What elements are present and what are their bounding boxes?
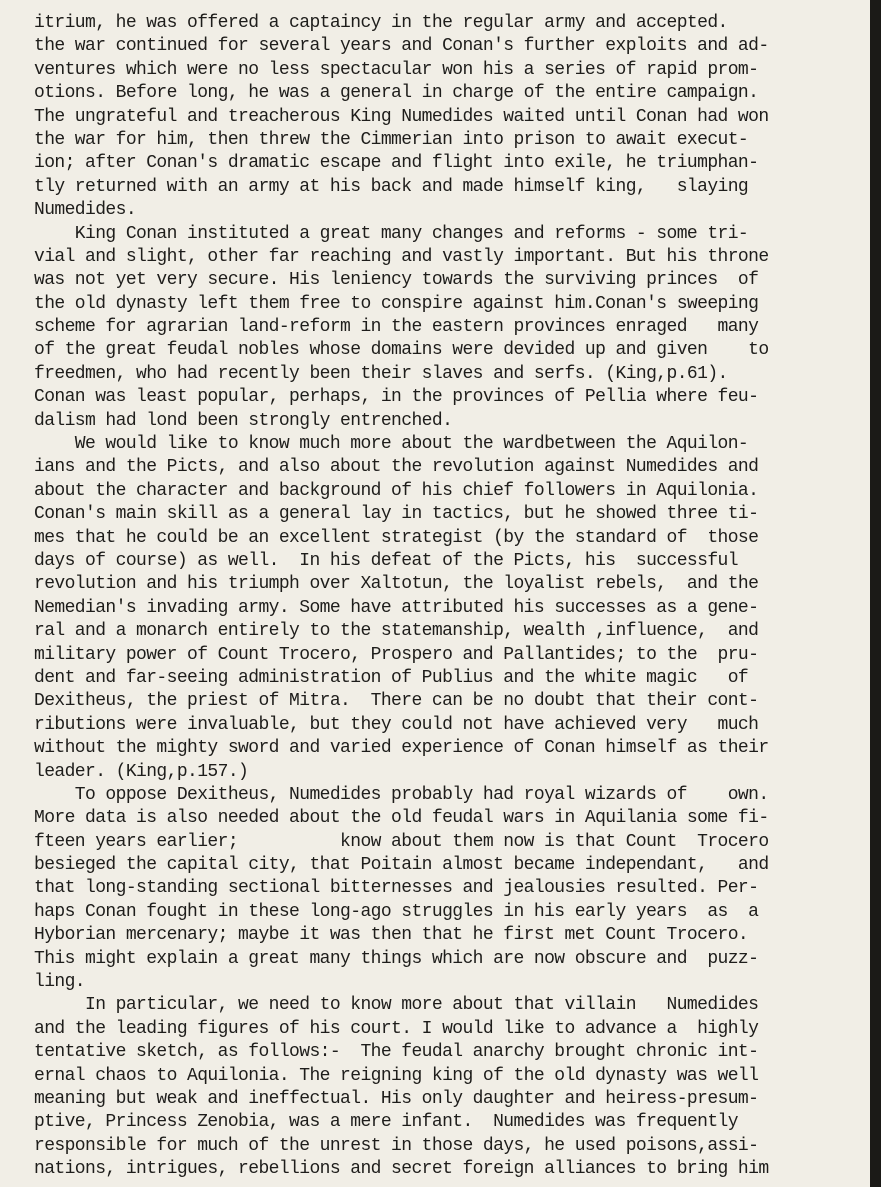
text-line: Numedides. [34,200,137,221]
text-line: King Conan instituted a great many changes and reforms - some tri- [34,223,749,244]
text-line: revolution and his triumph over Xaltotun, the loyalist rebels, and the [34,574,759,595]
text-line: We would like to know much more about the wardbetween the Aquilon- [34,434,749,455]
text-line: To oppose Dexitheus, Numedides probably had royal wizards of own. [34,784,769,805]
text-line: the war for him, then threw the Cimmerian into prison to await execut- [34,129,749,150]
text-line: In particular, we need to know more about that villain Numedides [34,995,759,1016]
text-line: dent and far-seeing administration of Publius and the white magic of [34,667,749,688]
text-line: ptive, Princess Zenobia, was a mere infant. Numedides was frequently [34,1112,738,1133]
text-line: Conan was least popular, perhaps, in the provinces of Pellia where feu- [34,387,759,408]
text-line: ral and a monarch entirely to the statemanship, wealth ,influence, and [34,621,759,642]
text-line: responsible for much of the unrest in those days, he used poisons,assi- [34,1135,759,1156]
text-line: the old dynasty left them free to conspire against him.Conan's sweeping [34,293,759,314]
scan-edge-shadow [870,0,881,1187]
text-line: ion; after Conan's dramatic escape and flight into exile, he triumphan- [34,153,759,174]
text-line: nations, intrigues, rebellions and secret foreign alliances to bring him [34,1159,769,1180]
text-line: dalism had lond been strongly entrenched. [34,410,453,431]
text-line: that long-standing sectional bitternesses and jealousies resulted. Per- [34,878,759,899]
text-line: ernal chaos to Aquilonia. The reigning king of the old dynasty was well [34,1065,759,1086]
text-line: Nemedian's invading army. Some have attributed his successes as a gene- [34,597,759,618]
text-line: besieged the capital city, that Poitain almost became independant, and [34,855,769,876]
text-line: and the leading figures of his court. I would like to advance a highly [34,1018,759,1039]
text-line: More data is also needed about the old feudal wars in Aquilania some fi- [34,808,769,829]
text-line: meaning but weak and ineffectual. His only daughter and heiress-presum- [34,1088,759,1109]
text-line: days of course) as well. In his defeat of the Picts, his successful [34,550,738,571]
text-line: mes that he could be an excellent strategist (by the standard of those [34,527,759,548]
text-line: ling. [34,972,86,993]
text-line: military power of Count Trocero, Prospero and Pallantides; to the pru- [34,644,759,665]
text-line: fteen years earlier; know about them now is that Count Trocero [34,831,769,852]
text-line: The ungrateful and treacherous King Numedides waited until Conan had won [34,106,769,127]
text-line: ians and the Picts, and also about the revolution against Numedides and [34,457,759,478]
text-line: haps Conan fought in these long-ago struggles in his early years as a [34,901,759,922]
text-line: Dexitheus, the priest of Mitra. There can be no doubt that their cont- [34,691,759,712]
text-line: otions. Before long, he was a general in charge of the entire campaign. [34,83,759,104]
text-line: ributions were invaluable, but they could not have achieved very much [34,714,759,735]
text-line: about the character and background of his chief followers in Aquilonia. [34,480,759,501]
text-line: This might explain a great many things which are now obscure and puzz- [34,948,759,969]
text-line: tentative sketch, as follows:- The feudal anarchy brought chronic int- [34,1042,759,1063]
text-line: freedmen, who had recently been their slaves and serfs. (King,p.61). [34,363,728,384]
text-line: tly returned with an army at his back and made himself king, slaying [34,176,749,197]
body-text [34,12,864,1182]
text-line: scheme for agrarian land-reform in the eastern provinces enraged many [34,317,759,338]
text-line: Conan's main skill as a general lay in tactics, but he showed three ti- [34,504,759,525]
text-line: Hyborian mercenary; maybe it was then that he first met Count Trocero. [34,925,749,946]
text-line: without the mighty sword and varied experience of Conan himself as their [34,738,769,759]
text-line: ventures which were no less spectacular won his a series of rapid prom- [34,59,759,80]
text-line: itrium, he was offered a captaincy in the regular army and accepted. [34,13,728,33]
text-line: vial and slight, other far reaching and vastly important. But his throne [34,246,769,267]
text-line: of the great feudal nobles whose domains were devided up and given to [34,340,769,361]
text-line: was not yet very secure. His leniency towards the surviving princes of [34,270,759,291]
text-line: leader. (King,p.157.) [34,761,249,782]
text-line: the war continued for several years and Conan's further exploits and ad- [34,36,769,57]
